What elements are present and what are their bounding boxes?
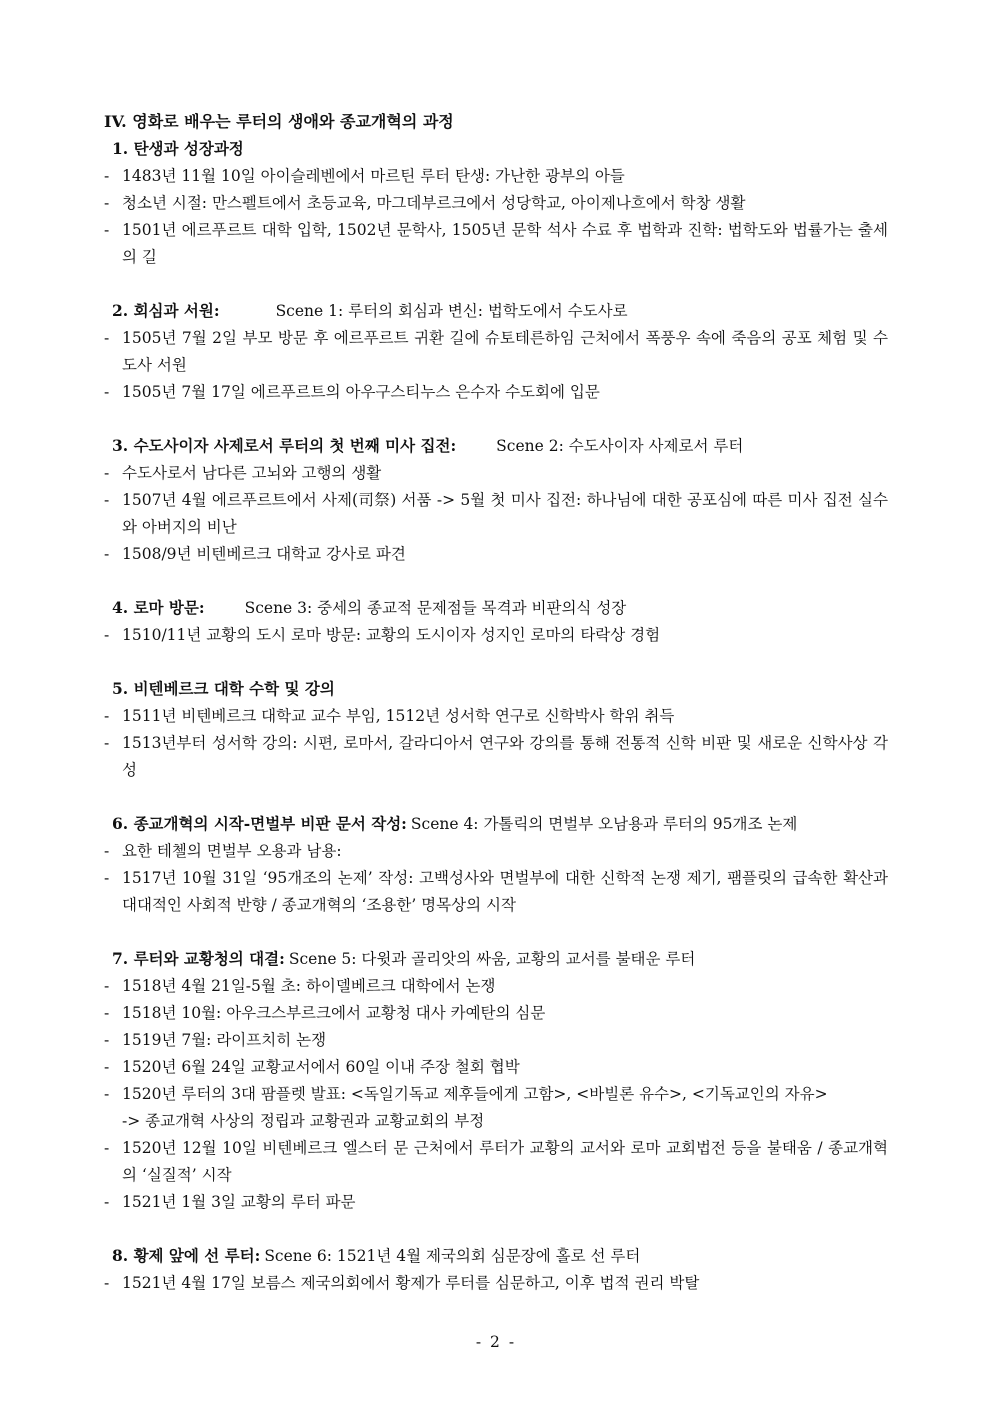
list-item: - 1508/9년 비텐베르크 대학교 강사로 파견	[104, 545, 406, 563]
section-title: 7. 루터와 교황청의 대결:	[112, 949, 285, 968]
section-title: 6. 종교개혁의 시작-면벌부 비판 문서 작성:	[112, 814, 407, 833]
list-item: - 청소년 시절: 만스펠트에서 초등교육, 마그데부르크에서 성당학교, 아이제나흐에서 학창 생활	[104, 194, 746, 212]
list-item: - 1507년 4월 에르푸르트에서 사제(司祭) 서품 -> 5월 첫 미사 집전: 하나님에 대한 공포심에 따른 미사 집전 실수와 아버지의 비난	[104, 491, 888, 536]
section-3	[104, 432, 888, 568]
list-item: - 수도사로서 남다른 고뇌와 고행의 생활	[104, 464, 382, 482]
section-4	[104, 594, 888, 649]
scene-label: Scene 3: 중세의 종교적 문제점들 목격과 비판의식 성장	[244, 599, 627, 617]
section-heading	[104, 945, 888, 973]
list-item: - 1510/11년 교황의 도시 로마 방문: 교황의 도시이자 성지인 로마의 타락상 경험	[104, 626, 661, 644]
list-item: - 1505년 7월 2일 부모 방문 후 에르푸르트 귀환 길에 슈토테른하임 근처에서 폭풍우 속에 죽음의 공포 체험 및 수도사 서원	[104, 329, 888, 374]
section-heading	[104, 594, 888, 622]
section-5	[104, 675, 888, 784]
section-7	[104, 945, 888, 1216]
section-heading	[104, 1242, 888, 1270]
section-heading	[104, 135, 888, 163]
section-8	[104, 1242, 888, 1297]
section-heading	[104, 810, 888, 838]
list-item: - 1511년 비텐베르크 대학교 교수 부임, 1512년 성서학 연구로 신학박사 학위 취득	[104, 707, 675, 725]
section-heading	[104, 432, 888, 460]
list-item: - 1483년 11월 10일 아이슬레벤에서 마르틴 루터 탄생: 가난한 광부의 아들	[104, 167, 625, 185]
section-heading	[104, 297, 888, 325]
list-item: - 1518년 4월 21일-5월 초: 하이델베르크 대학에서 논쟁	[104, 977, 496, 995]
list-item: - 1517년 10월 31일 ‘95개조의 논제’ 작성: 고백성사와 면벌부에 대한 신학적 논쟁 제기, 팸플릿의 급속한 확산과 대대적인 사회적 반향 / 종교개혁의 ‘조용한’ 명목상의 시작	[104, 869, 888, 914]
section-items	[104, 325, 888, 406]
section-title: 8. 황제 앞에 선 루터:	[112, 1246, 261, 1265]
section-6	[104, 810, 888, 919]
list-item: - 1513년부터 성서학 강의: 시편, 로마서, 갈라디아서 연구와 강의를 통해 전통적 신학 비판 및 새로운 신학사상 각성	[104, 734, 888, 779]
section-items	[104, 163, 888, 271]
section-items	[104, 460, 888, 568]
list-item: - 1520년 6월 24일 교황교서에서 60일 이내 주장 철회 협박	[104, 1058, 520, 1076]
page-number: - 2 -	[475, 1333, 517, 1351]
list-item: - 1519년 7월: 라이프치히 논쟁	[104, 1031, 327, 1049]
section-heading	[104, 675, 888, 703]
section-title: 1. 탄생과 성장과정	[112, 139, 244, 158]
scene-label: Scene 4: 가톨릭의 면벌부 오남용과 루터의 95개조 논제	[410, 815, 798, 833]
scene-label: Scene 5: 다윗과 골리앗의 싸움, 교황의 교서를 불태운 루터	[288, 950, 696, 968]
section-title: 3. 수도사이자 사제로서 루터의 첫 번째 미사 집전:	[112, 436, 457, 455]
section-items	[104, 973, 888, 1216]
scene-label: Scene 1: 루터의 회심과 변신: 법학도에서 수도사로	[275, 302, 628, 320]
scene-label: Scene 2: 수도사이자 사제로서 루터	[496, 437, 744, 455]
list-item: - 1505년 7월 17일 에르푸르트의 아우구스티누스 은수자 수도회에 입문	[104, 383, 600, 401]
list-item: - 1518년 10월: 아우크스부르크에서 교황청 대사 카예탄의 심문	[104, 1004, 546, 1022]
list-item: - 1501년 에르푸르트 대학 입학, 1502년 문학사, 1505년 문학 석사 수료 후 법학과 진학: 법학도와 법률가는 출세의 길	[104, 221, 888, 266]
section-title: 5. 비텐베르크 대학 수학 및 강의	[112, 679, 335, 698]
section-items	[104, 622, 888, 649]
section-items	[104, 1270, 888, 1297]
list-item: - 1520년 12월 10일 비텐베르크 엘스터 문 근처에서 루터가 교황의 교서와 로마 교회법전 등을 불태움 / 종교개혁의 ‘실질적’ 시작	[104, 1139, 888, 1184]
section-1	[104, 135, 888, 271]
list-item: - 요한 테첼의 면벌부 오용과 남용:	[104, 842, 342, 860]
section-2	[104, 297, 888, 406]
list-item: - 1520년 루터의 3대 팜플렛 발표: <독일기독교 제후들에게 고함>, <바빌론 유수>, <기독교인의 자유>	[104, 1085, 828, 1103]
list-item: - 1521년 1월 3일 교황의 루터 파문	[104, 1193, 356, 1211]
list-item: - 1521년 4월 17일 보름스 제국의회에서 황제가 루터를 심문하고, 이후 법적 권리 박탈	[104, 1274, 700, 1292]
section-items	[104, 838, 888, 919]
section-title: 4. 로마 방문:	[112, 598, 205, 617]
scene-label: Scene 6: 1521년 4월 제국의회 심문장에 홀로 선 루터	[264, 1247, 641, 1265]
list-item-continuation: -> 종교개혁 사상의 정립과 교황권과 교황교회의 부정	[122, 1112, 485, 1130]
main-title: IV. 영화로 배우는 루터의 생애와 종교개혁의 과정	[104, 112, 454, 131]
section-items	[104, 703, 888, 784]
section-title: 2. 회심과 서원:	[112, 301, 220, 320]
document-body	[104, 108, 888, 1297]
